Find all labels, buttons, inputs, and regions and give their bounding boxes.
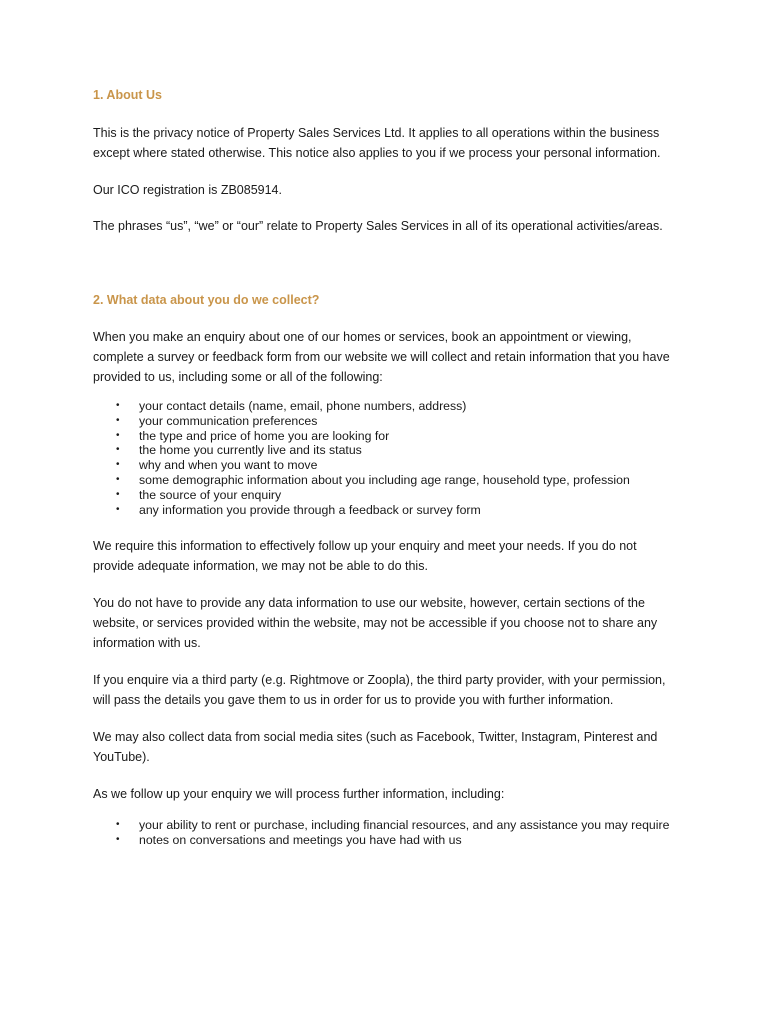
list-item: • any information you provide through a feedback or survey form	[116, 502, 481, 517]
list-item: • your communication preferences	[116, 413, 318, 428]
bullet-icon: •	[116, 429, 120, 441]
bullet-icon: •	[116, 834, 120, 846]
ico-registration-paragraph: Our ICO registration is ZB085914.	[93, 183, 282, 197]
list-item: • notes on conversations and meetings you have had with us	[116, 833, 462, 848]
bullet-icon: •	[116, 400, 120, 411]
bullet-icon: •	[116, 503, 120, 515]
about-paragraph-3: The phrases “us”, “we” or “our” relate to Property Sales Services in all of its operational activities/areas.	[93, 219, 663, 233]
list-item: • the source of your enquiry	[116, 487, 282, 502]
data-intro-paragraph: When you make an enquiry about one of our homes or services, book an appointment or viewing, complete a survey or feedback form from our website we will collect and retain information that you have provided to us, including some or all of the following:	[93, 330, 670, 384]
bullet-icon: •	[116, 488, 120, 500]
third-party-paragraph: If you enquire via a third party (e.g. Rightmove or Zoopla), the third party provider, with your permission, will pass the details you gave them to us in order for us to provide you with further information.	[93, 673, 666, 708]
bullet-icon: •	[116, 444, 120, 456]
optional-data-paragraph: You do not have to provide any data information to use our website, however, certain sections of the website, or services provided within the website, may not be accessible if you choose not to share any information with us.	[93, 596, 658, 651]
further-information-list	[93, 818, 673, 848]
list-item: • your contact details (name, email, phone numbers, address)	[116, 399, 467, 413]
list-item: • the home you currently live and its status	[116, 443, 362, 458]
list-item: • the type and price of home you are looking for	[116, 428, 390, 443]
social-media-paragraph: We may also collect data from social media sites (such as Facebook, Twitter, Instagram, Pinterest and YouTube).	[93, 730, 658, 765]
bullet-icon: •	[116, 414, 120, 426]
section-heading-data-collected: 2. What data about you do we collect?	[93, 293, 320, 307]
requirement-paragraph: We require this information to effectively follow up your enquiry and meet your needs. If you do not provide adequate information, we may not be able to do this.	[93, 539, 637, 574]
bullet-icon: •	[116, 819, 120, 831]
about-paragraph-1: This is the privacy notice of Property Sales Services Ltd. It applies to all operations within the business except where stated otherwise. This notice also applies to you if we process your personal information.	[93, 126, 661, 160]
collected-data-list	[93, 399, 673, 517]
bullet-icon: •	[116, 473, 120, 485]
follow-up-paragraph: As we follow up your enquiry we will process further information, including:	[93, 787, 505, 802]
document-page	[93, 86, 673, 848]
bullet-icon: •	[116, 459, 120, 471]
list-item: • some demographic information about you including age range, household type, profession	[116, 472, 630, 487]
section-heading-about-us: 1. About Us	[93, 88, 162, 102]
list-item: • why and when you want to move	[116, 458, 318, 473]
list-item: • your ability to rent or purchase, including financial resources, and any assistance you may require	[116, 818, 670, 833]
